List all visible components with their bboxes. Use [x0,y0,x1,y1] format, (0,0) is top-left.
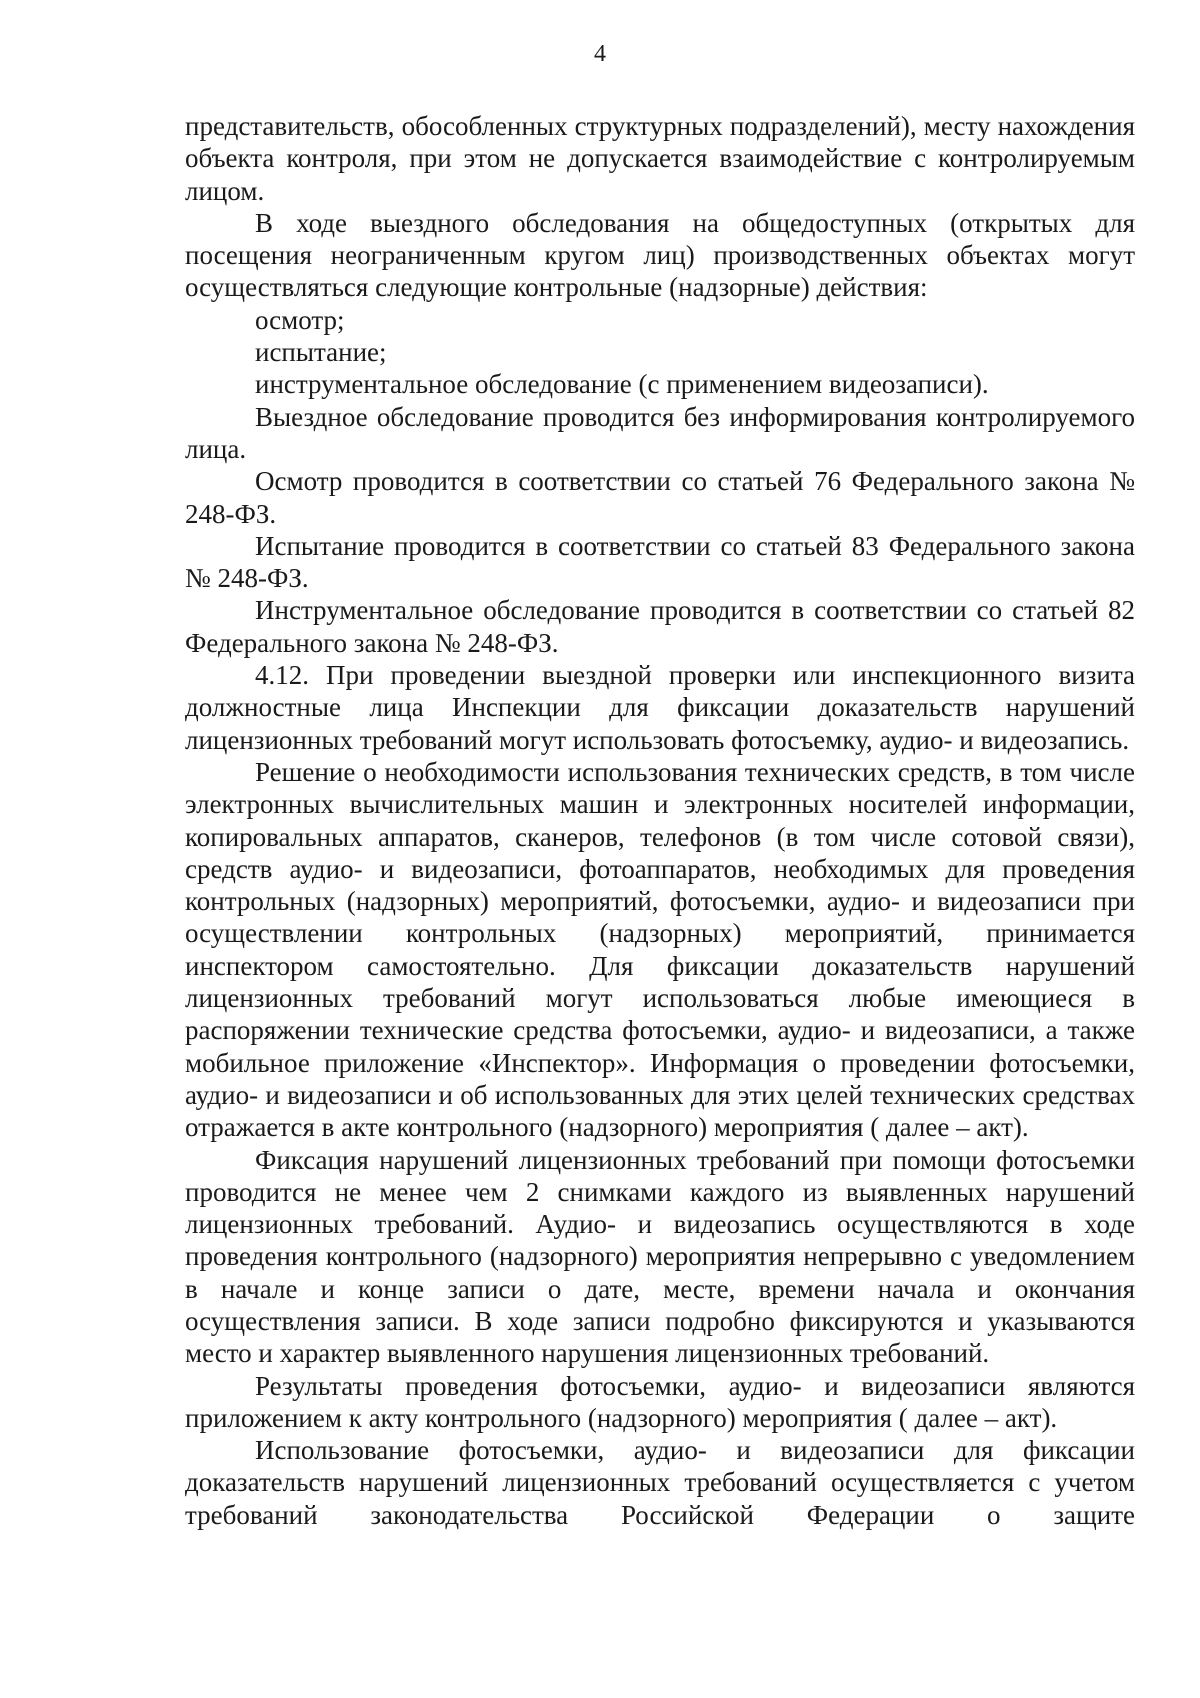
paragraph-photo-fixation: Фиксация нарушений лицензионных требований при помощи фотосъемки проводится не менее чем 2 снимками каждого из выявленных нарушений лицензионных требований. Аудио- и видеозапись осуществляются в ходе проведения контрольного (надзорного) мероприятия непрерывно с уведомлением в начале и конце записи о дате, месте, времени начала и окончания осуществления записи. В ходе записи подробно фиксируются и указываются место и характер выявленного нарушения лицензионных требований. [185,1144,1135,1369]
list-item-instrumental-survey: инструментальное обследование (с применением видеозаписи). [255,369,989,400]
document-body [185,110,1135,1531]
paragraph-no-notification: Выездное обследование проводится без информирования контролируемого лица. [185,401,1135,464]
paragraph-continuation: представительств, обособленных структурных подразделений), месту нахождения объекта контроля, при этом не допускается взаимодействие с контролируемым лицом. [185,111,1135,206]
paragraph-section-4-12: 4.12. При проведении выездной проверки или инспекционного визита должностные лица Инспекции для фиксации доказательств нарушений лицензионных требований могут использовать фотосъемку, аудио- и видеозапись. [185,660,1135,755]
paragraph-inspection-article: Осмотр проводится в соответствии со статьей 76 Федерального закона № 248-ФЗ. [185,466,1135,529]
paragraph-technical-means: Решение о необходимости использования технических средств, в том числе электронных вычислительных машин и электронных носителей информации, копировальных аппаратов, сканеров, телефонов (в том числе сотовой связи), средств аудио- и видеозаписи, фотоаппаратов, необходимых для проведения контрольных (надзорных) мероприятий, фотосъемки, аудио- и видеозаписи при осуществлении контрольных (надзорных) мероприятий, принимается инспектором самостоятельно. Для фиксации доказательств нарушений лицензионных требований могут использоваться любые имеющиеся в распоряжении технические средства фотосъемки, аудио- и видеозаписи, а также мобильное приложение «Инспектор». Информация о проведении фотосъемки, аудио- и видеозаписи и об использованных для этих целей технических средствах отражается в акте контрольного (надзорного) мероприятия ( далее – акт). [185,756,1135,1143]
list-item-testing: испытание; [255,337,387,368]
paragraph-results-attachment: Результаты проведения фотосъемки, аудио- и видеозаписи являются приложением к акту контрольного (надзорного) мероприятия ( далее – акт). [185,1370,1135,1433]
paragraph-field-survey-actions: В ходе выездного обследования на общедоступных (открытых для посещения неограниченным кругом лиц) производственных объектах могут осуществляться следующие контрольные (надзорные) действия: [185,207,1135,303]
list-item-inspection: осмотр; [255,304,345,335]
paragraph-testing-article: Испытание проводится в соответствии со статьей 83 Федерального закона № 248-ФЗ. [185,530,1135,594]
page-number: 4 [594,41,606,67]
paragraph-data-protection: Использование фотосъемки, аудио- и видеозаписи для фиксации доказательств нарушений лицензионных требований осуществляется с учетом требований законодательства Российской Федерации о защите [185,1435,1135,1530]
paragraph-instrumental-article: Инструментальное обследование проводится в соответствии со статьей 82 Федерального закона № 248-ФЗ. [185,595,1135,658]
